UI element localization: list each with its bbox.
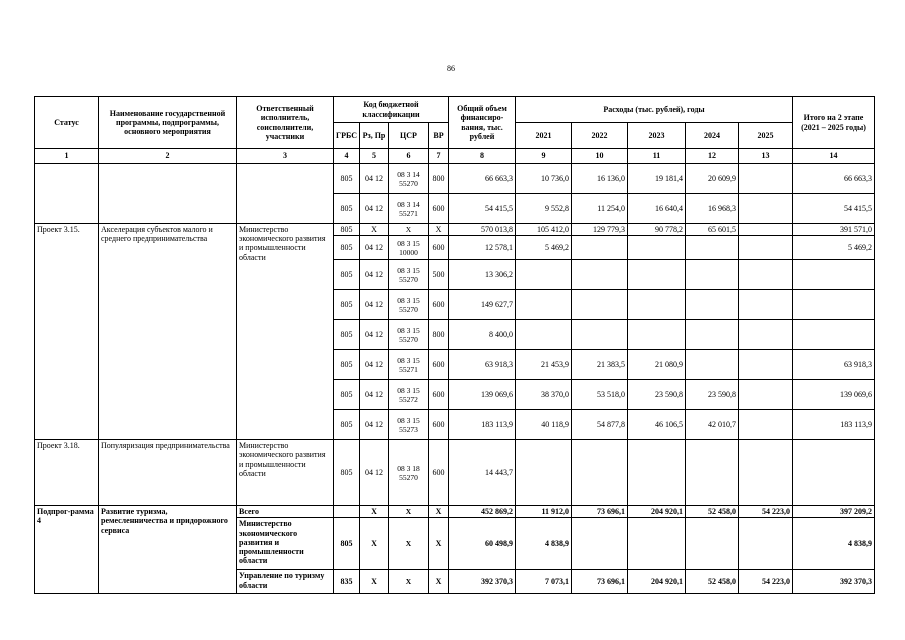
csr-cell: 08 3 15 10000: [389, 236, 429, 260]
column-number: 7: [429, 149, 449, 164]
rz-pr-cell: 04 12: [360, 320, 389, 350]
y2024-cell: 42 010,7: [686, 410, 739, 440]
y2024-cell: 23 590,8: [686, 380, 739, 410]
grbs-cell: 805: [334, 440, 360, 506]
header-row: [35, 97, 875, 123]
empty-executor-cell: [237, 164, 334, 224]
table-body: [35, 97, 875, 594]
y2025-cell: [739, 290, 793, 320]
itogo-cell: 66 663,3: [793, 164, 875, 194]
column-number: 14: [793, 149, 875, 164]
grbs-cell: 805: [334, 410, 360, 440]
itogo-cell: [793, 290, 875, 320]
y2022-cell: [572, 236, 628, 260]
total-cell: 570 013,8: [449, 224, 516, 236]
y2022-cell: [572, 440, 628, 506]
y2024-cell: 52 458,0: [686, 570, 739, 594]
grbs-cell: [334, 506, 360, 518]
column-number: 8: [449, 149, 516, 164]
y2022-cell: 54 877,8: [572, 410, 628, 440]
table-row: [35, 506, 875, 518]
total-cell: 66 663,3: [449, 164, 516, 194]
y2023-cell: 19 181,4: [628, 164, 686, 194]
column-number: 5: [360, 149, 389, 164]
column-number: 12: [686, 149, 739, 164]
project-name: Акселерация субъектов малого и среднего предпринимательства: [99, 224, 237, 440]
y2022-cell: 16 136,0: [572, 164, 628, 194]
total-cell: 149 627,7: [449, 290, 516, 320]
subprogram-name: Развитие туризма, ремесленничества и придорожного сервиса: [99, 506, 237, 594]
total-cell: 8 400,0: [449, 320, 516, 350]
y2025-cell: 54 223,0: [739, 570, 793, 594]
header-grbs: ГРБС: [334, 123, 360, 149]
grbs-cell: 805: [334, 518, 360, 570]
y2025-cell: [739, 236, 793, 260]
empty-status-cell: [35, 164, 99, 224]
csr-cell: 08 3 15 55270: [389, 290, 429, 320]
y2023-cell: 16 640,4: [628, 194, 686, 224]
header-2022: 2022: [572, 123, 628, 149]
itogo-cell: 63 918,3: [793, 350, 875, 380]
y2025-cell: [739, 320, 793, 350]
itogo-cell: [793, 260, 875, 290]
y2024-cell: [686, 350, 739, 380]
y2025-cell: 54 223,0: [739, 506, 793, 518]
y2021-cell: 9 552,8: [516, 194, 572, 224]
total-cell: 14 443,7: [449, 440, 516, 506]
csr-cell: 08 3 14 55270: [389, 164, 429, 194]
y2024-cell: 65 601,5: [686, 224, 739, 236]
y2021-cell: [516, 440, 572, 506]
rz-pr-cell: 04 12: [360, 350, 389, 380]
subprogram-executor: Министерство экономического развития и промышленности области: [237, 518, 334, 570]
rz-pr-cell: 04 12: [360, 440, 389, 506]
y2023-cell: [628, 440, 686, 506]
vr-cell: X: [429, 224, 449, 236]
budget-table: [34, 96, 875, 594]
header-2023: 2023: [628, 123, 686, 149]
y2022-cell: [572, 290, 628, 320]
grbs-cell: 805: [334, 380, 360, 410]
y2021-cell: 40 118,9: [516, 410, 572, 440]
y2021-cell: 10 736,0: [516, 164, 572, 194]
y2022-cell: 129 779,3: [572, 224, 628, 236]
column-number-row: [35, 149, 875, 164]
rz-pr-cell: 04 12: [360, 164, 389, 194]
rz-pr-cell: 04 12: [360, 194, 389, 224]
header-name: Наименование государственной программы, подпрограммы, основного мероприятия: [99, 97, 237, 149]
vr-cell: 600: [429, 410, 449, 440]
header-itogo: Итого на 2 этапе (2021 – 2025 годы): [793, 97, 875, 149]
rz-pr-cell: X: [360, 518, 389, 570]
rz-pr-cell: X: [360, 506, 389, 518]
csr-cell: 08 3 15 55271: [389, 350, 429, 380]
csr-cell: 08 3 15 55270: [389, 260, 429, 290]
total-cell: 183 113,9: [449, 410, 516, 440]
y2024-cell: 16 968,3: [686, 194, 739, 224]
y2023-cell: [628, 518, 686, 570]
y2024-cell: [686, 518, 739, 570]
y2022-cell: 73 696,1: [572, 506, 628, 518]
y2024-cell: 20 609,9: [686, 164, 739, 194]
csr-cell: X: [389, 224, 429, 236]
y2023-cell: 204 920,1: [628, 506, 686, 518]
column-number: 4: [334, 149, 360, 164]
y2024-cell: [686, 260, 739, 290]
y2021-cell: [516, 260, 572, 290]
rz-pr-cell: X: [360, 224, 389, 236]
total-cell: 13 306,2: [449, 260, 516, 290]
y2022-cell: [572, 260, 628, 290]
y2021-cell: 21 453,9: [516, 350, 572, 380]
vr-cell: X: [429, 506, 449, 518]
y2022-cell: 21 383,5: [572, 350, 628, 380]
itogo-cell: 183 113,9: [793, 410, 875, 440]
grbs-cell: 805: [334, 236, 360, 260]
header-2024: 2024: [686, 123, 739, 149]
itogo-cell: 5 469,2: [793, 236, 875, 260]
y2021-cell: 105 412,0: [516, 224, 572, 236]
header-vr: ВР: [429, 123, 449, 149]
header-expenses: Расходы (тыс. рублей), годы: [516, 97, 793, 123]
vr-cell: X: [429, 570, 449, 594]
y2023-cell: [628, 320, 686, 350]
y2025-cell: [739, 380, 793, 410]
y2023-cell: 21 080,9: [628, 350, 686, 380]
total-cell: 392 370,3: [449, 570, 516, 594]
y2023-cell: 90 778,2: [628, 224, 686, 236]
column-number: 11: [628, 149, 686, 164]
y2023-cell: [628, 290, 686, 320]
rz-pr-cell: 04 12: [360, 260, 389, 290]
y2025-cell: [739, 224, 793, 236]
vr-cell: 600: [429, 380, 449, 410]
grbs-cell: 805: [334, 350, 360, 380]
vr-cell: 500: [429, 260, 449, 290]
rz-pr-cell: X: [360, 570, 389, 594]
y2024-cell: [686, 320, 739, 350]
rz-pr-cell: 04 12: [360, 290, 389, 320]
header-status: Статус: [35, 97, 99, 149]
y2025-cell: [739, 518, 793, 570]
column-number: 2: [99, 149, 237, 164]
y2023-cell: 46 106,5: [628, 410, 686, 440]
y2025-cell: [739, 194, 793, 224]
total-cell: 139 069,6: [449, 380, 516, 410]
y2025-cell: [739, 350, 793, 380]
csr-cell: 08 3 18 55270: [389, 440, 429, 506]
y2021-cell: [516, 320, 572, 350]
itogo-cell: [793, 440, 875, 506]
itogo-cell: 139 069,6: [793, 380, 875, 410]
itogo-cell: [793, 320, 875, 350]
y2024-cell: [686, 290, 739, 320]
y2025-cell: [739, 164, 793, 194]
vr-cell: 600: [429, 194, 449, 224]
y2023-cell: [628, 260, 686, 290]
csr-cell: X: [389, 506, 429, 518]
vr-cell: 600: [429, 440, 449, 506]
grbs-cell: 805: [334, 320, 360, 350]
column-number: 13: [739, 149, 793, 164]
column-number: 10: [572, 149, 628, 164]
y2022-cell: 11 254,0: [572, 194, 628, 224]
total-cell: 63 918,3: [449, 350, 516, 380]
column-number: 1: [35, 149, 99, 164]
itogo-cell: 4 838,9: [793, 518, 875, 570]
grbs-cell: 835: [334, 570, 360, 594]
total-cell: 12 578,1: [449, 236, 516, 260]
rz-pr-cell: 04 12: [360, 380, 389, 410]
header-2021: 2021: [516, 123, 572, 149]
vr-cell: 600: [429, 290, 449, 320]
csr-cell: 08 3 14 55271: [389, 194, 429, 224]
grbs-cell: 805: [334, 164, 360, 194]
header-2025: 2025: [739, 123, 793, 149]
column-number: 6: [389, 149, 429, 164]
y2022-cell: 73 696,1: [572, 570, 628, 594]
y2023-cell: [628, 236, 686, 260]
total-cell: 54 415,5: [449, 194, 516, 224]
table-row: [35, 164, 875, 194]
y2021-cell: [516, 290, 572, 320]
header-executor: Ответственный исполнитель, соисполнители, участники: [237, 97, 334, 149]
y2023-cell: 204 920,1: [628, 570, 686, 594]
rz-pr-cell: 04 12: [360, 410, 389, 440]
vr-cell: X: [429, 518, 449, 570]
column-number: 9: [516, 149, 572, 164]
y2025-cell: [739, 440, 793, 506]
y2022-cell: 53 518,0: [572, 380, 628, 410]
empty-name-cell: [99, 164, 237, 224]
grbs-cell: 805: [334, 290, 360, 320]
itogo-cell: 397 209,2: [793, 506, 875, 518]
y2021-cell: 5 469,2: [516, 236, 572, 260]
grbs-cell: 805: [334, 224, 360, 236]
csr-cell: 08 3 15 55270: [389, 320, 429, 350]
itogo-cell: 54 415,5: [793, 194, 875, 224]
csr-cell: 08 3 15 55273: [389, 410, 429, 440]
table-row: [35, 224, 875, 236]
header-rz-pr: Рз, Пр: [360, 123, 389, 149]
csr-cell: X: [389, 518, 429, 570]
y2021-cell: 11 912,0: [516, 506, 572, 518]
y2024-cell: [686, 236, 739, 260]
itogo-cell: 391 571,0: [793, 224, 875, 236]
table-row: [35, 440, 875, 506]
y2024-cell: 52 458,0: [686, 506, 739, 518]
y2021-cell: 4 838,9: [516, 518, 572, 570]
y2023-cell: 23 590,8: [628, 380, 686, 410]
project-executor: Министерство экономического развития и промышленности области: [237, 224, 334, 440]
subprogram-executor: Всего: [237, 506, 334, 518]
header-csr: ЦСР: [389, 123, 429, 149]
csr-cell: 08 3 15 55272: [389, 380, 429, 410]
y2021-cell: 7 073,1: [516, 570, 572, 594]
rz-pr-cell: 04 12: [360, 236, 389, 260]
project-status: Проект 3.15.: [35, 224, 99, 440]
subprogram-status: Подпрог-рамма 4: [35, 506, 99, 594]
vr-cell: 600: [429, 236, 449, 260]
csr-cell: X: [389, 570, 429, 594]
y2022-cell: [572, 518, 628, 570]
project-name: Популяризация предпринимательства: [99, 440, 237, 506]
y2022-cell: [572, 320, 628, 350]
itogo-cell: 392 370,3: [793, 570, 875, 594]
project-executor: Министерство экономического развития и промышленности области: [237, 440, 334, 506]
y2025-cell: [739, 260, 793, 290]
page-number: 86: [447, 64, 455, 73]
header-total: Общий объем финансиро-вания, тыс. рублей: [449, 97, 516, 149]
vr-cell: 600: [429, 350, 449, 380]
grbs-cell: 805: [334, 260, 360, 290]
y2021-cell: 38 370,0: [516, 380, 572, 410]
header-budget-code: Код бюджетной классификации: [334, 97, 449, 123]
total-cell: 60 498,9: [449, 518, 516, 570]
column-number: 3: [237, 149, 334, 164]
y2024-cell: [686, 440, 739, 506]
grbs-cell: 805: [334, 194, 360, 224]
vr-cell: 800: [429, 164, 449, 194]
vr-cell: 800: [429, 320, 449, 350]
project-status: Проект 3.18.: [35, 440, 99, 506]
subprogram-executor: Управление по туризму области: [237, 570, 334, 594]
total-cell: 452 869,2: [449, 506, 516, 518]
y2025-cell: [739, 410, 793, 440]
